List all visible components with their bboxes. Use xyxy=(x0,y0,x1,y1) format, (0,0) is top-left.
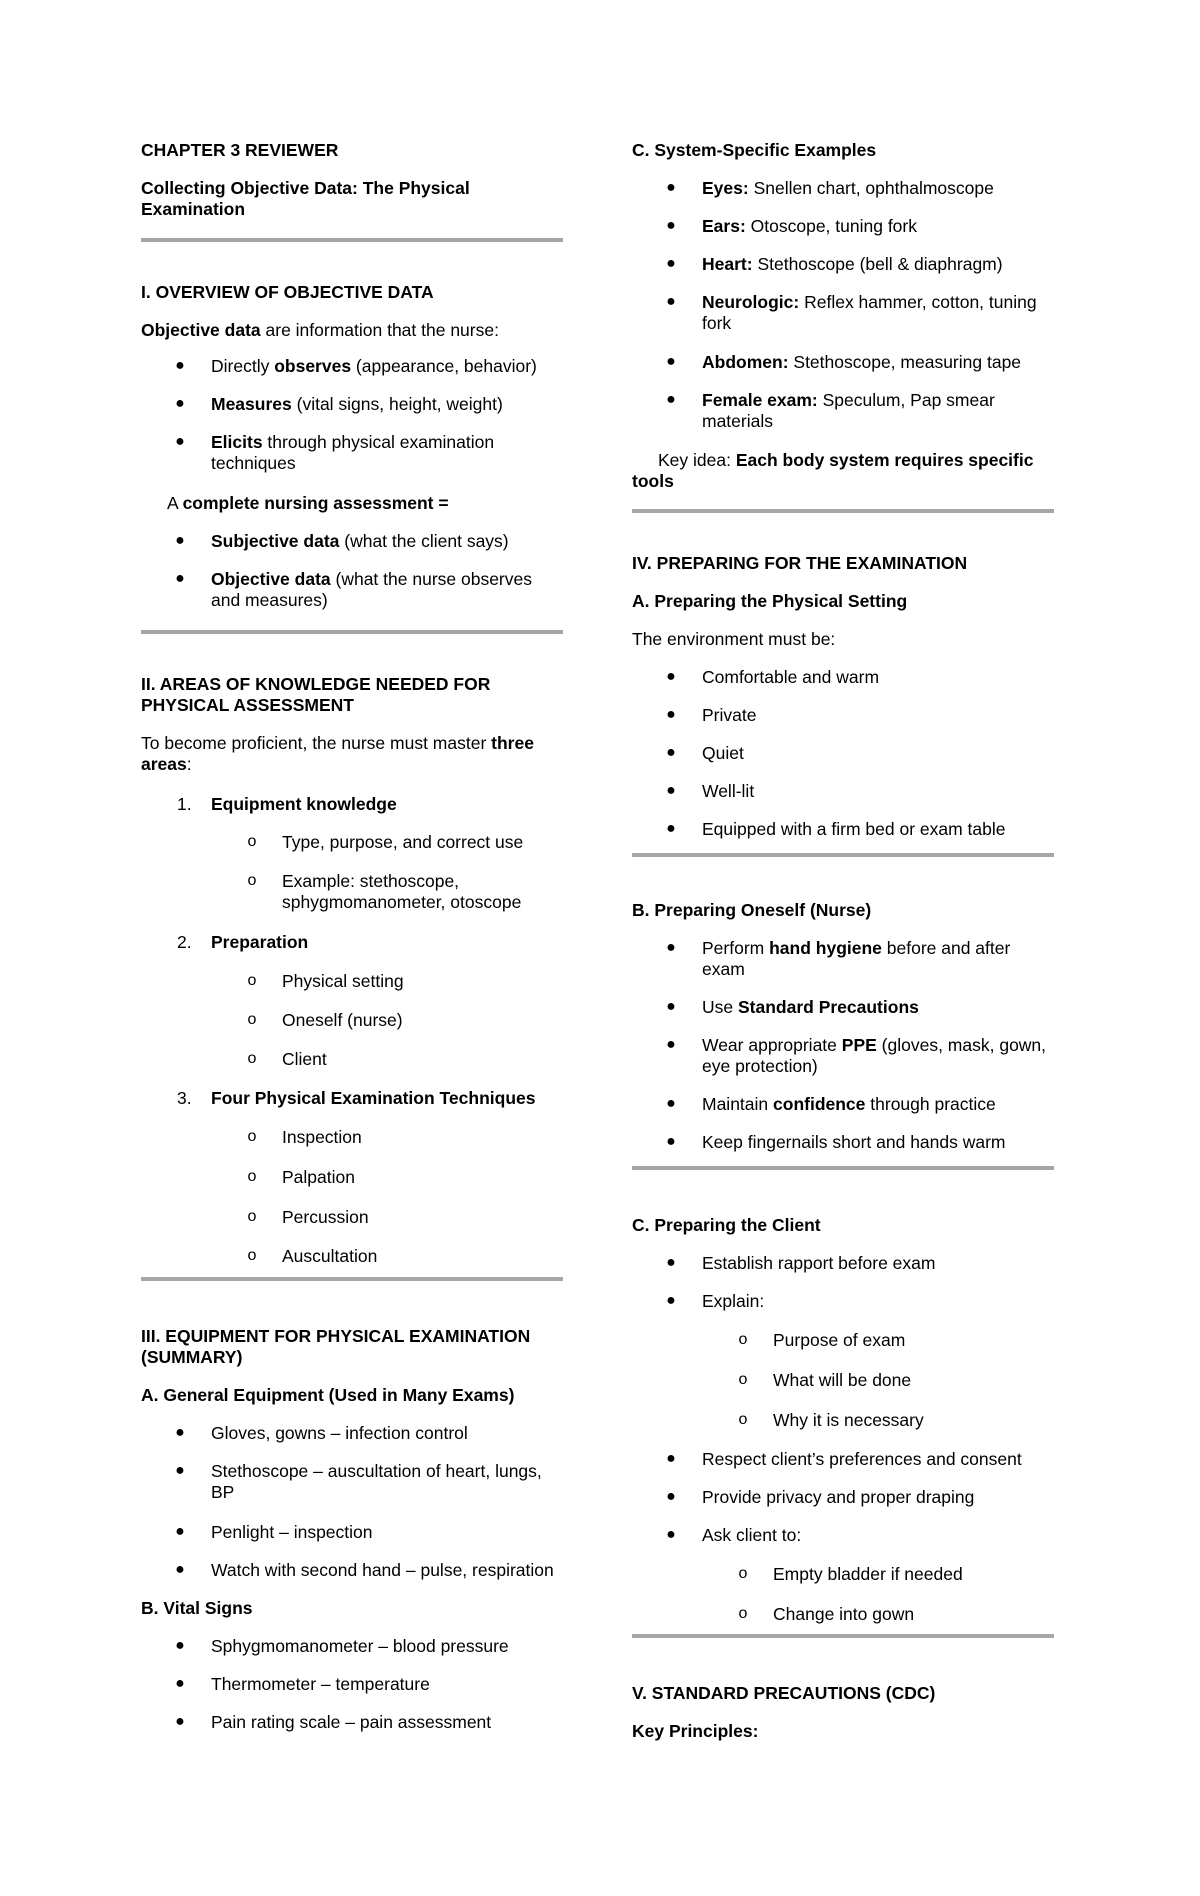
subheading-preparing-oneself: B. Preparing Oneself (Nurse) xyxy=(632,900,872,920)
section-heading-equipment: III. EQUIPMENT FOR PHYSICAL EXAMINATION (SUMMARY) xyxy=(141,1326,531,1368)
subheading-system-specific: C. System-Specific Examples xyxy=(632,140,877,160)
section-heading-standard-precautions: V. STANDARD PRECAUTIONS (CDC) xyxy=(632,1683,936,1703)
section-divider xyxy=(632,1634,1054,1638)
section-divider xyxy=(141,1277,563,1281)
document-page: CHAPTER 3 REVIEWER Collecting Objective Data: The Physical Examination I. OVERVIEW OF OBJECTIVE DATA Objective data are information that the nurse: ● Directly observes (appearance, behavior) ● Measures (vital signs, height, weight) ● Elicits through physical examination techniques A complete nursing assessment = ● Subjective data (what the client says) ● Objective data (what the nurse observes and measures) II. AREAS OF KNOWLEDGE NEEDED FOR PHYSICAL ASSESSMENT To become proficient, the nurse must master three areas: 1. Equipment knowledge o Type, purpose, and correct use o Example: stethoscope, sphygmomanometer, otoscope 2. Preparation o Physical setting o Oneself (nurse) o Client 3. Four Physical Examination Techniques o Inspection o Palpation o Percussion o Auscultation III. EQUIPMENT FOR PHYSICAL EXAMINATION (SUMMARY) A. General Equipment (Used in Many Exams) ● Gloves, gowns – infection control ● Stethoscope – auscultation of heart, lungs, BP ● Penlight – inspection ● Watch with second hand – pulse, respiration B. Vital Signs ● Sphygmomanometer – blood pressure ● Thermometer – temperature ● Pain rating scale – pain assessment C. System-Specific Examples ● Eyes: Snellen chart, ophthalmoscope ● Ears: Otoscope, tuning fork ● Heart: Stethoscope (bell & diaphragm) ● Neurologic: Reflex hammer, cotton, tuning fork ● Abdomen: Stethoscope, measuring tape ● Female exam: Speculum, Pap smear materials Key idea: Each body system requires specific tools IV. PREPARING FOR THE EXAMINATION A. Preparing the Physical Setting The environment must be: ● Comfortable and warm ● Private ● Quiet ● Well-lit ● Equipped with a firm bed or exam table B. Preparing Oneself (Nurse) ● Perform hand hygiene before and after exam ● Use Standard Precautions ● Wear appropriate PPE (gloves, mask, gown, eye protection) ● Maintain confidence through practice ● Keep fingernails short and hands warm C. Preparing the Client ● Establish rapport before exam ● Explain: o Purpose of exam o What will be done o Why it is necessary ● Respect client’s preferences and consent ● Provide privacy and proper draping ● Ask client to: o Empty bladder if needed o Change into gown V. STANDARD PRECAUTIONS (CDC) Key Principles: xyxy=(0,0,1200,1896)
section-heading-preparing: IV. PREPARING FOR THE EXAMINATION xyxy=(632,553,968,573)
key-principles-label: Key Principles: xyxy=(632,1721,759,1741)
section-divider xyxy=(141,630,563,634)
subheading-vital-signs: B. Vital Signs xyxy=(141,1598,253,1618)
section-divider xyxy=(632,509,1054,513)
complete-assessment-line: A complete nursing assessment = xyxy=(167,493,449,513)
objective-data-intro: Objective data are information that the nurse: xyxy=(141,320,499,340)
section-divider xyxy=(632,1166,1054,1170)
subheading-physical-setting: A. Preparing the Physical Setting xyxy=(632,591,908,611)
section-divider xyxy=(141,238,563,242)
section-heading-overview: I. OVERVIEW OF OBJECTIVE DATA xyxy=(141,282,434,302)
subheading-general-equipment: A. General Equipment (Used in Many Exams) xyxy=(141,1385,515,1405)
key-idea: Key idea: Each body system requires specific tools xyxy=(632,450,1034,492)
chapter-title: CHAPTER 3 REVIEWER xyxy=(141,140,339,160)
document-subtitle: Collecting Objective Data: The Physical Examination xyxy=(141,178,470,220)
areas-intro: To become proficient, the nurse must master three areas: xyxy=(141,733,534,775)
section-divider xyxy=(632,853,1054,857)
subheading-preparing-client: C. Preparing the Client xyxy=(632,1215,821,1235)
section-heading-areas: II. AREAS OF KNOWLEDGE NEEDED FOR PHYSICAL ASSESSMENT xyxy=(141,674,491,716)
environment-intro: The environment must be: xyxy=(632,629,836,649)
